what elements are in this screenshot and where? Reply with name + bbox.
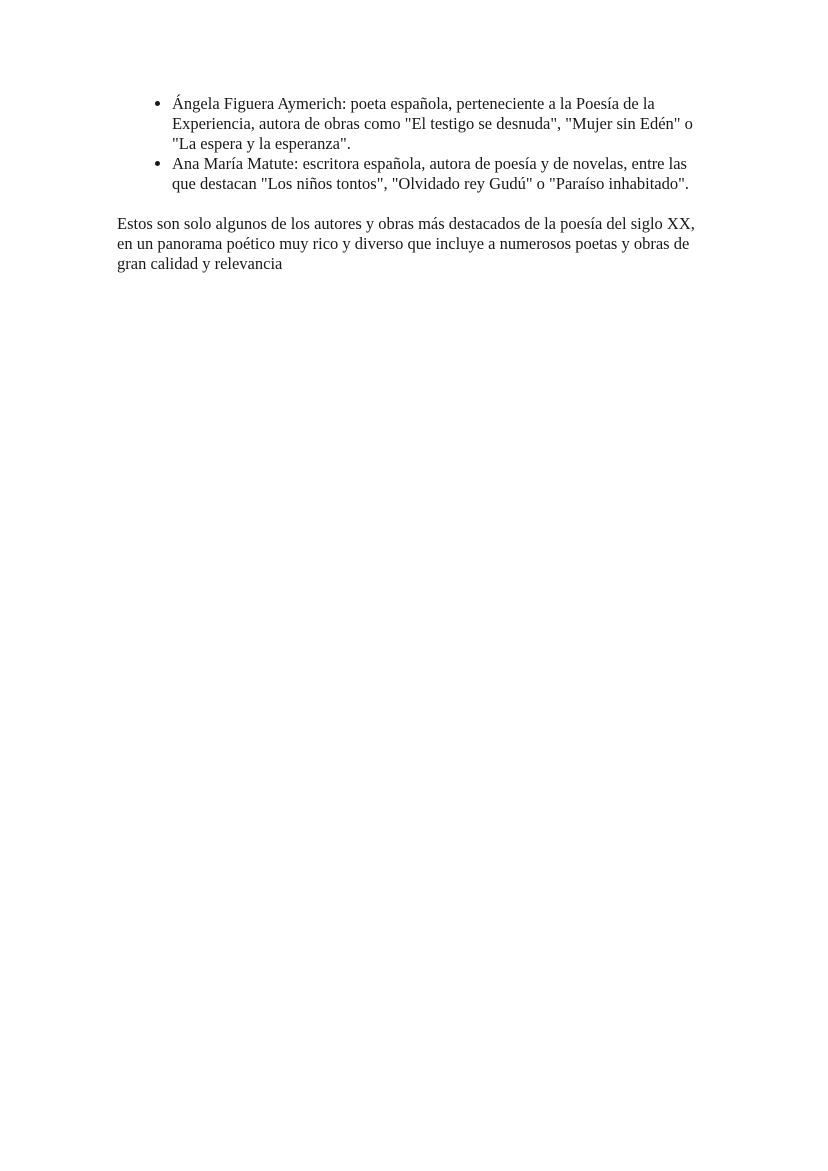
closing-paragraph: Estos son solo algunos de los autores y obras más destacados de la poesía del siglo XX, en un panorama poético muy rico y diverso que incluye a numerosos poetas y obras de gran calidad y relevancia: [117, 214, 695, 273]
bullet-list: [117, 94, 713, 194]
list-item-angela-figuera: • Ángela Figuera Aymerich: poeta española, perteneciente a la Poesía de la Experiencia, autora de obras como "El testigo se desnuda", "Mujer sin Edén" o "La espera y la esperanza".: [172, 94, 713, 154]
document-content: [117, 94, 713, 274]
list-item-ana-maria-matute: • Ana María Matute: escritora española, autora de poesía y de novelas, entre las que destacan "Los niños tontos", "Olvidado rey Gudú" o "Paraíso inhabitado".: [172, 154, 713, 194]
